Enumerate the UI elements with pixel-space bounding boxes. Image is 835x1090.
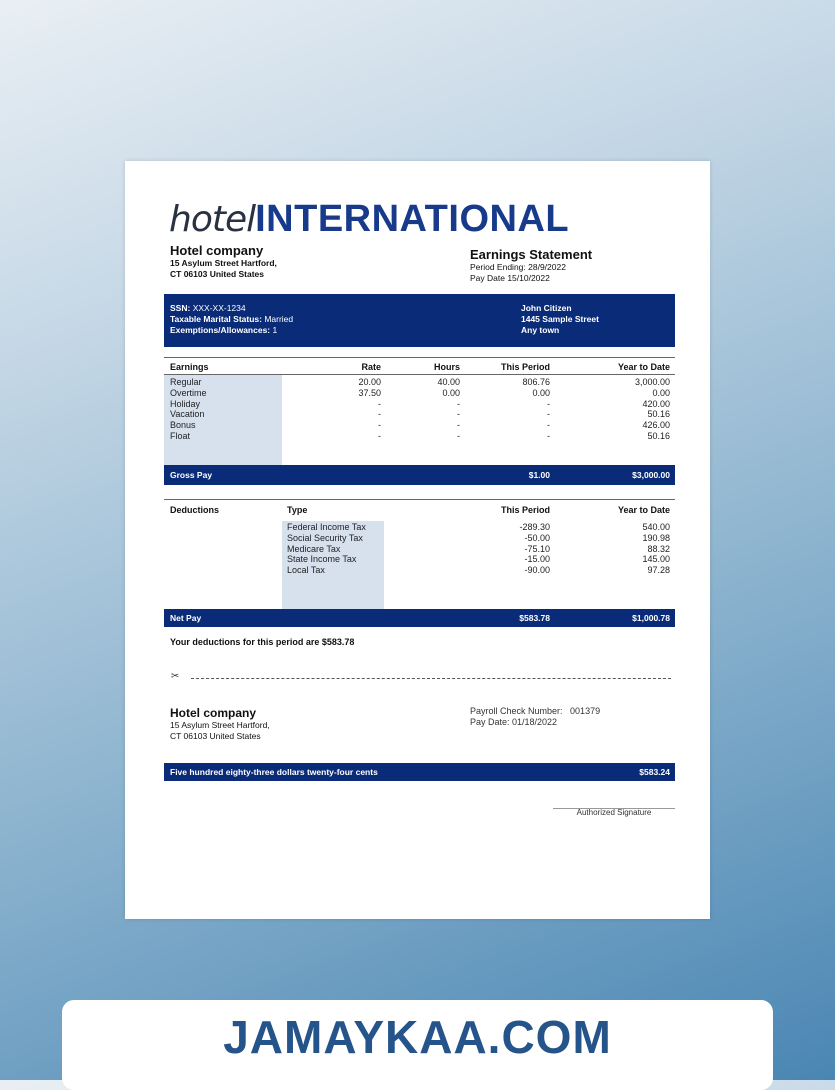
earnings-cell: -: [457, 420, 460, 431]
earnings-cell: 50.16: [647, 430, 670, 441]
marital-line: Taxable Marital Status: Married: [170, 314, 294, 324]
employee-info-band: [164, 294, 675, 347]
earnings-cell: 806.76: [522, 377, 550, 387]
net-pay-ytd: $1,000.78: [632, 613, 670, 623]
earnings-cell: Bonus: [170, 420, 196, 431]
check-address-1: 15 Asylum Street Hartford,: [170, 720, 270, 730]
check-amount: $583.24: [639, 767, 670, 777]
earnings-row: [164, 388, 675, 399]
earnings-cell: -: [547, 409, 550, 420]
deduction-cell: -15.00: [524, 554, 550, 565]
earnings-rows: [164, 377, 675, 442]
amount-in-words: Five hundred eighty-three dollars twenty-four cents: [170, 767, 378, 777]
earnings-cell: 20.00: [358, 377, 381, 387]
earnings-cell: -: [457, 430, 460, 441]
check-company-name: Hotel company: [170, 706, 257, 720]
earnings-cell: -: [547, 398, 550, 409]
statement-block: [470, 247, 592, 283]
deduction-row: [164, 554, 675, 565]
earnings-cell: 37.50: [358, 387, 381, 398]
gross-pay-ytd: $3,000.00: [632, 470, 670, 480]
deduction-row: [164, 533, 675, 544]
company-address-1: 15 Asylum Street Hartford,: [170, 258, 277, 268]
deduction-cell: State Income Tax: [287, 554, 357, 565]
earnings-cell: Overtime: [170, 387, 207, 398]
type-header: Type: [287, 505, 308, 515]
exemptions-line: Exemptions/Allowances: 1: [170, 325, 278, 335]
earnings-row: [164, 399, 675, 410]
watermark-text: JAMAYKAA.COM: [223, 1011, 612, 1063]
earnings-row: [164, 431, 675, 442]
cut-line: [191, 678, 671, 679]
earnings-cell: 3,000.00: [634, 377, 670, 387]
earnings-cell: -: [378, 420, 381, 431]
deduction-cell: 190.98: [642, 532, 670, 543]
employee-street: 1445 Sample Street: [521, 314, 599, 324]
period-ending: Period Ending: 28/9/2022: [470, 262, 566, 272]
check-company-block: [170, 706, 270, 741]
earnings-cell: -: [457, 398, 460, 409]
deduction-cell: -289.30: [519, 522, 550, 532]
deduction-row: [164, 544, 675, 555]
gross-pay-band: [164, 465, 675, 485]
employee-town: Any town: [521, 325, 560, 335]
signature-label: Authorized Signature: [576, 808, 652, 817]
deductions-section: [164, 499, 675, 611]
net-pay-band: [164, 609, 675, 627]
deduction-cell: Federal Income Tax: [287, 522, 366, 532]
deduction-cell: Local Tax: [287, 565, 325, 576]
ded-ytd-header: Year to Date: [617, 505, 670, 515]
earnings-cell: 0.00: [652, 387, 670, 398]
deduction-cell: 97.28: [647, 565, 670, 576]
this-period-header: This Period: [500, 362, 550, 372]
earnings-cell: Vacation: [170, 409, 205, 420]
earnings-cell: 420.00: [642, 398, 670, 409]
company-address-2: CT 06103 United States: [170, 268, 265, 279]
earnings-cell: 0.00: [532, 387, 550, 398]
earnings-cell: -: [547, 420, 550, 431]
check-number-line: Payroll Check Number: 001379: [470, 706, 601, 716]
earnings-row: [164, 420, 675, 431]
deduction-cell: -50.00: [524, 532, 550, 543]
earnings-cell: Holiday: [170, 398, 201, 409]
company-block: [170, 243, 277, 279]
check-address-2: CT 06103 United States: [170, 730, 261, 741]
hotel-logo: hotelINTERNATIONAL: [169, 198, 570, 240]
earnings-cell: -: [378, 398, 381, 409]
deduction-rows: [164, 522, 675, 576]
rate-header: Rate: [361, 362, 381, 372]
earnings-section: [164, 357, 675, 466]
statement-title: Earnings Statement: [470, 247, 593, 262]
net-pay-period: $583.78: [519, 613, 550, 623]
deductions-header: Deductions: [170, 505, 220, 515]
deduction-cell: 145.00: [642, 554, 670, 565]
pay-date: Pay Date 15/10/2022: [470, 272, 550, 283]
paystub-document: [125, 161, 710, 919]
earnings-cell: -: [378, 430, 381, 441]
ytd-header: Year to Date: [617, 362, 670, 372]
earnings-cell: 0.00: [442, 387, 460, 398]
earnings-row: [164, 409, 675, 420]
earnings-cell: -: [378, 409, 381, 420]
deductions-summary: Your deductions for this period are $583.78: [170, 637, 355, 647]
deduction-row: [164, 522, 675, 533]
earnings-cell: -: [547, 430, 550, 441]
deductions-header-row: [164, 500, 675, 521]
employee-name: John Citizen: [521, 303, 572, 313]
earnings-cell: Regular: [170, 377, 202, 387]
check-info-block: [470, 706, 600, 728]
earnings-cell: 50.16: [647, 409, 670, 420]
ded-this-period-header: This Period: [500, 505, 550, 515]
deduction-row: [164, 565, 675, 576]
earnings-cell: 40.00: [437, 377, 460, 387]
ssn-line: SSN: XXX-XX-1234: [170, 303, 246, 313]
earnings-row: [164, 377, 675, 388]
check-amount-band: [164, 763, 675, 781]
hours-header: Hours: [433, 362, 460, 372]
deduction-cell: Social Security Tax: [287, 532, 363, 543]
gross-pay-label: Gross Pay: [170, 470, 213, 480]
earnings-cell: 426.00: [642, 420, 670, 431]
scissors-icon: ✂: [171, 671, 180, 682]
earnings-cell: -: [457, 409, 460, 420]
earnings-cell: Float: [170, 430, 191, 441]
gross-pay-period: $1.00: [528, 470, 550, 480]
check-pay-date: Pay Date: 01/18/2022: [470, 717, 558, 727]
deduction-cell: -75.10: [524, 543, 550, 554]
deduction-cell: Medicare Tax: [287, 543, 341, 554]
company-name: Hotel company: [170, 243, 264, 258]
deduction-cell: -90.00: [524, 565, 550, 576]
earnings-header: Earnings: [170, 362, 209, 372]
net-pay-label: Net Pay: [170, 613, 202, 623]
deduction-cell: 540.00: [642, 522, 670, 532]
earnings-header-row: [164, 358, 675, 374]
deduction-cell: 88.32: [647, 543, 670, 554]
